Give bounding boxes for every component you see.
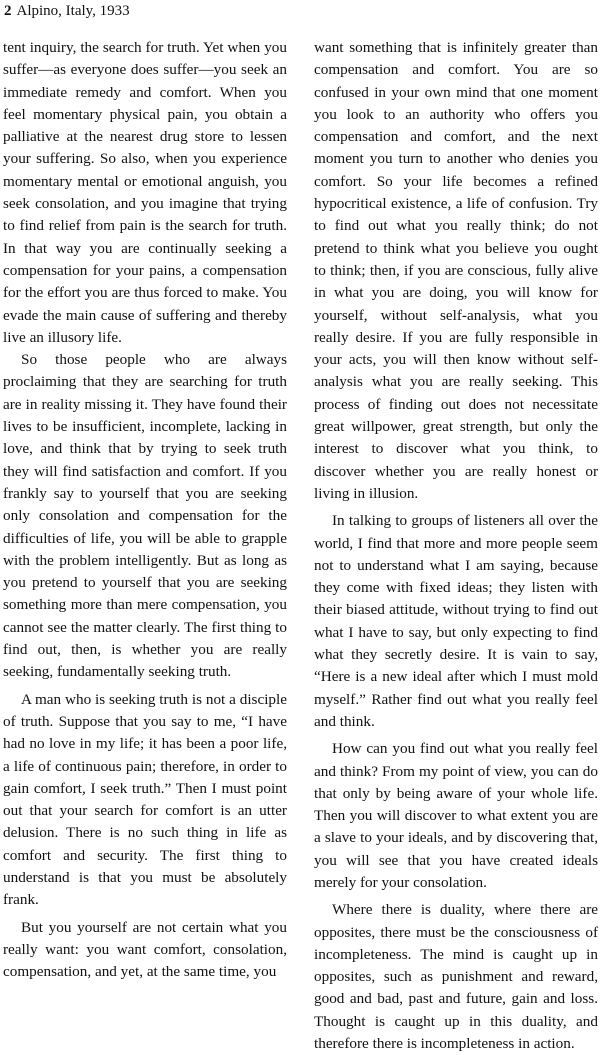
paragraph: A man who is seeking truth is not a disciple of truth. Suppose that you say to me, “I have had no love in my life; it has been a poor life, a life of continuous pain; therefore, in order to gain comfort, I seek truth.” Then I must point out that your search for comfort is an utter delusion. There is no such thing in life as comfort and security. The first thing to understand is that you must be absolutely frank. bbox=[3, 690, 287, 909]
paragraph: How can you find out what you really feel and think? From my point of view, you can do that only by being aware of your whole life. Then you will discover to what extent you are a slave to your ideals, and by discovering that, you will see that you have created ideals merely for your consolation. bbox=[314, 740, 598, 891]
paragraph: want something that is infinitely greater than compensation and comfort. You are so confused in your own mind that one moment you look to an authority who offers you compensation and comfort, and the next moment you turn to another who denies you comfort. So your life becomes a refined hypocritical existence, a life of confusion. Try to find out what you really think; do not pretend to think what you believe you ought to think; then, if you are conscious, fully alive in what you are doing, you will know for yourself, without self-analysis, what you really desire. If you are fully responsible in your acts, you will then know without self-analysis what you are really seeking. This process of finding out does not necessitate great willpower, great strength, but only the interest to discover what you think, to discover whether you are really honest or living in illusion. bbox=[314, 39, 598, 502]
paragraph: So those people who are always proclaiming that they are searching for truth are in reality missing it. They have found their lives to be insufficient, incomplete, lacking in love, and think that by trying to seek truth they will find satisfaction and comfort. If you frankly say to yourself that you are seeking only consolation and compensation for the difficulties of life, you will be able to grapple with the problem intelligently. But as long as you pretend to yourself that you are seeking something more than mere compensation, you cannot see the matter clearly. The first thing to find out, then, is whether you are really seeking, fundamentally seeking truth. bbox=[3, 351, 287, 681]
running-title: Alpino, Italy, 1933 bbox=[16, 3, 130, 19]
paragraph: tent inquiry, the search for truth. Yet when you suffer—as everyone does suffer—you seek an immediate remedy and comfort. When you feel momentary physical pain, you obtain a palliative at the nearest drug store to lessen your suffering. So also, when you experience momentary mental or emotional anguish, you seek consolation, and you imagine that trying to find relief from pain is the search for truth. In that way you are continually seeking a compensation for your pains, a compensation for the effort you are thus forced to make. You evade the main cause of suffering and thereby live an illusory life. bbox=[3, 39, 287, 346]
paragraph: In talking to groups of listeners all over the world, I find that more and more people seem not to understand what I am saying, because they come with fixed ideas; they listen with their biased attitude, without trying to find out what I have to say, but only expecting to find what they secretly desire. It is vain to say, “Here is a new ideal after which I must mold myself.” Rather find out what you really feel and think. bbox=[314, 512, 598, 730]
left-column bbox=[3, 37, 287, 983]
right-column bbox=[314, 37, 598, 1055]
paragraph: Where there is duality, where there are opposites, there must be the consciousness of incompleteness. The mind is caught up in opposites, such as punishment and reward, good and bad, past and future, gain and loss. Thought is caught up in this duality, and therefore there is incompleteness in action. bbox=[314, 901, 598, 1053]
paragraph: But you yourself are not certain what you really want: you want comfort, consolation, compensation, and yet, at the same time, you bbox=[3, 918, 287, 981]
running-header bbox=[4, 2, 130, 20]
page-number: 2 bbox=[4, 3, 12, 19]
